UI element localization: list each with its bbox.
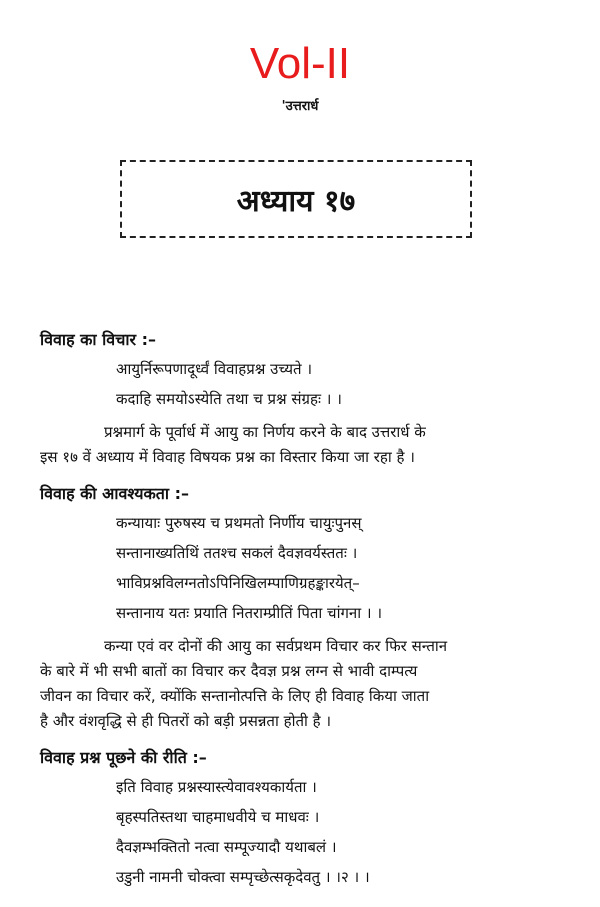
section-marriage-necessity: [40, 480, 565, 734]
verse-line: सन्तानाख्यतिथिं ततश्च सकलं दैवज्ञवर्यस्ततः ।: [116, 544, 358, 562]
prose-paragraph: [40, 420, 565, 470]
prose-line: प्रश्नमार्ग के पूर्वार्ध में आयु का निर्णय करने के बाद उत्तरार्ध के: [104, 423, 426, 441]
chapter-title: अध्याय १७: [236, 183, 356, 219]
section-heading: विवाह का विचार :–: [40, 330, 157, 349]
prose-line: कन्या एवं वर दोनों की आयु का सर्वप्रथम विचार कर फिर सन्तान: [104, 637, 448, 655]
verse-line: भाविप्रश्नविलग्नतोऽपिनिखिलम्पाणिग्रहङ्कारयेत्–: [116, 574, 360, 592]
verse-line: कन्यायाः पुरुषस्य च प्रथमतो निर्णीय चायुःपुनस्: [116, 514, 362, 532]
verse-line: इति विवाह प्रश्नस्यास्त्येवावश्यकार्यता ।: [116, 778, 317, 796]
verse-line: कदाहि समयोऽस्येति तथा च प्रश्न संग्रहः । ।: [116, 390, 342, 408]
prose-line: है और वंशवृद्धि से ही पितरों को बड़ी प्रसन्नता होती है ।: [40, 712, 332, 730]
prose-line: इस १७ वें अध्याय में विवाह विषयक प्रश्न का विस्तार किया जा रहा है ।: [40, 448, 415, 466]
prose-line: जीवन का विचार करें, क्योंकि सन्तानोत्पत्ति के लिए ही विवाह किया जाता: [40, 687, 430, 705]
volume-label: Vol-II: [249, 39, 351, 88]
section-marriage-consideration: [40, 326, 565, 470]
section-question-method: [40, 744, 565, 892]
part-label: 'उत्तरार्ध: [281, 99, 319, 114]
section-heading: विवाह की आवश्यकता :–: [40, 484, 189, 503]
page-content: [40, 326, 565, 892]
verse-line: उडुनी नामनी चोक्त्वा सम्पृच्छेत्सकृदेवतु । ।२ । ।: [116, 868, 370, 886]
verse-line: दैवज्ञम्भक्तितो नत्वा सम्पूज्यादौ यथाबलं ।: [116, 838, 337, 856]
verse-line: बृहस्पतिस्तथा चाहमाधवीये च माधवः ।: [116, 808, 320, 826]
prose-line: के बारे में भी सभी बातों का विचार कर दैवज्ञ प्रश्न लग्न से भावी दाम्पत्य: [40, 662, 418, 680]
section-heading: विवाह प्रश्न पूछने की रीति :–: [40, 748, 207, 767]
verse-line: आयुर्निरूपणादूर्ध्वं विवाहप्रश्न उच्यते ।: [116, 360, 313, 378]
prose-paragraph: [40, 634, 565, 734]
verse-line: सन्तानाय यतः प्रयाति नितराम्प्रीतिं पिता चांगना । ।: [116, 604, 383, 622]
chapter-title-box: [120, 160, 472, 238]
